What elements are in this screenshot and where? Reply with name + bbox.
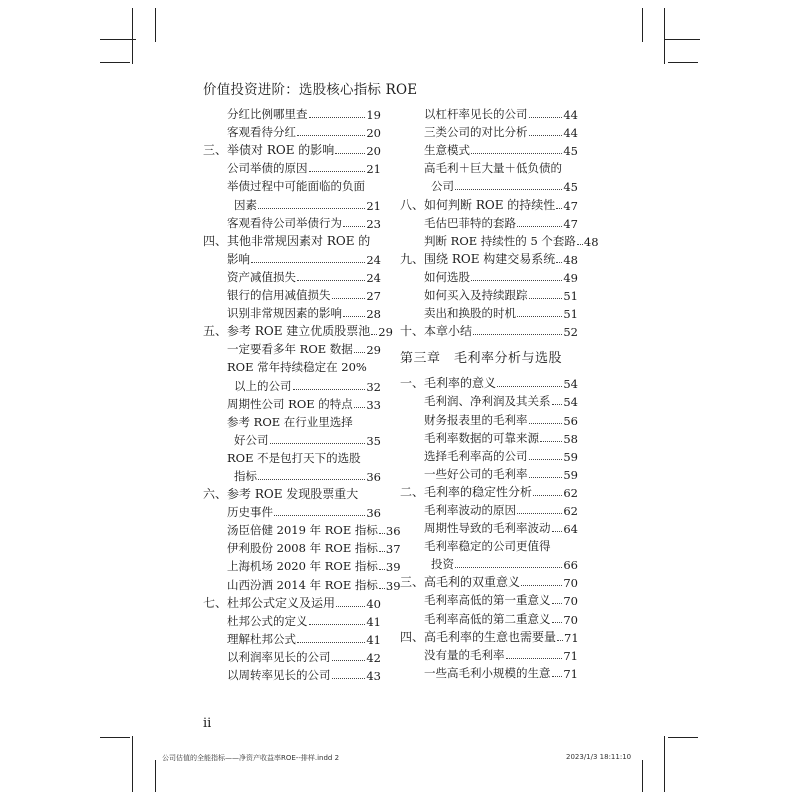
toc-entry-title: 二、毛利率的稳定性分析 (400, 484, 533, 499)
toc-entry-title: 因素 (234, 197, 257, 212)
toc-entry[interactable] (400, 608, 578, 626)
toc-entry-title: 影响 (227, 251, 250, 266)
toc-entry-title: 举债过程中可能面临的负面 (227, 179, 365, 194)
toc-entry-title: 毛利率数据的可靠来源 (424, 430, 539, 445)
toc-entry[interactable] (203, 339, 381, 357)
toc-entry[interactable] (203, 321, 393, 340)
toc-entry-title: 山西汾酒 2014 年 ROE 指标 (227, 577, 378, 592)
toc-page-number: 24 (366, 252, 381, 267)
toc-entry[interactable] (203, 466, 381, 484)
toc-entry-title: 毛利率波动的原因 (424, 502, 516, 517)
toc-entry-title: 毛利率稳定的公司更值得 (424, 539, 551, 554)
toc-page-number: 59 (563, 449, 578, 464)
toc-entry-title: 分红比例哪里查 (227, 107, 308, 122)
toc-entry[interactable] (203, 176, 381, 194)
page-folio: ii (203, 716, 212, 731)
toc-entry-title: 以周转率见长的公司 (227, 668, 331, 682)
toc-page-number: 36 (366, 506, 381, 521)
toc-page-number: 71 (564, 630, 579, 645)
toc-entry-title: 好公司 (234, 432, 269, 447)
toc-entry[interactable] (400, 391, 578, 409)
toc-leader-dots (529, 135, 563, 136)
toc-page-number: 59 (563, 467, 578, 482)
toc-entry-title: 上海机场 2020 年 ROE 指标 (227, 559, 378, 574)
toc-entry[interactable] (203, 231, 381, 249)
toc-entry-title: 指标 (234, 468, 257, 483)
toc-page-number: 37 (385, 542, 401, 557)
toc-column-right (400, 104, 599, 681)
toc-page-number: 23 (366, 216, 381, 231)
toc-entry-title: 九、围绕 ROE 构建交易系统 (400, 251, 556, 266)
crop-mark-top-right-h2 (668, 62, 698, 63)
toc-entry[interactable] (400, 428, 578, 446)
toc-entry-title: 伊利股份 2008 年 ROE 指标 (227, 541, 378, 556)
toc-entry[interactable] (400, 122, 578, 140)
toc-page-number: 20 (366, 144, 381, 159)
toc-entry[interactable] (203, 611, 381, 629)
toc-entry[interactable] (400, 409, 578, 427)
toc-page-number: 52 (563, 325, 578, 340)
crop-mark-bottom-right-v2 (642, 760, 643, 792)
toc-entry-title: 公司举债的原因 (227, 161, 308, 176)
toc-page-number: 39 (385, 578, 401, 593)
toc-leader-dots (552, 603, 563, 604)
toc-leader-dots (497, 386, 562, 387)
toc-entry-title: 生意模式 (424, 143, 470, 158)
toc-page-number: 42 (366, 650, 381, 665)
toc-page-number: 62 (563, 485, 578, 500)
toc-entry-title: 历史事件 (227, 505, 273, 520)
toc-page-number: 47 (563, 216, 578, 231)
toc-leader-dots (335, 153, 365, 154)
toc-page-number: 48 (583, 234, 599, 249)
crop-mark-top-left-h (100, 39, 136, 40)
toc-entry[interactable] (203, 629, 381, 647)
toc-entry[interactable] (400, 518, 578, 536)
toc-page-number: 51 (563, 307, 578, 322)
toc-leader-dots (371, 334, 377, 335)
toc-entry-title: 毛利率高低的第二重意义 (424, 611, 551, 626)
toc-leader-dots (258, 208, 365, 209)
toc-page-number: 41 (366, 632, 381, 647)
toc-entry-title: 七、杜邦公式定义及运用 (203, 595, 336, 610)
toc-page-number: 29 (366, 343, 381, 358)
toc-leader-dots (251, 262, 365, 263)
toc-entry-title: 以杠杆率见长的公司 (424, 107, 528, 122)
toc-entry[interactable] (400, 104, 578, 122)
toc-entry[interactable] (400, 249, 578, 267)
toc-entry[interactable] (400, 536, 578, 554)
toc-page-number: 20 (366, 126, 381, 141)
toc-page-number: 43 (366, 669, 381, 683)
toc-entry[interactable] (203, 249, 381, 267)
toc-entry-title: 没有量的毛利率 (424, 647, 505, 662)
toc-leader-dots (471, 280, 562, 281)
toc-entry-title: 五、参考 ROE 建立优质股票池 (203, 324, 371, 339)
toc-leader-dots (506, 658, 563, 659)
toc-entry-title: 理解杜邦公式 (227, 631, 296, 646)
toc-entry[interactable] (400, 158, 578, 176)
toc-entry[interactable] (400, 482, 578, 500)
toc-page-number: 70 (563, 594, 578, 609)
toc-leader-dots (297, 280, 365, 281)
toc-leader-dots (293, 389, 366, 390)
toc-entry-title: 毛利润、净利润及其关系 (424, 394, 551, 409)
toc-leader-dots (309, 624, 366, 625)
toc-page-number: 45 (563, 144, 578, 159)
toc-entry-title: 公司 (431, 179, 454, 194)
toc-entry-title: 高毛利＋巨大量＋低负债的 (424, 161, 562, 176)
toc-entry[interactable] (400, 500, 578, 518)
toc-entry-title: 周期性公司 ROE 的特点 (227, 396, 353, 411)
toc-entry-title: 如何选股 (424, 269, 470, 284)
toc-leader-dots (332, 298, 366, 299)
crop-mark-top-right-h (664, 39, 700, 40)
toc-entry[interactable] (400, 285, 578, 303)
toc-entry[interactable] (203, 448, 381, 466)
toc-entry[interactable] (400, 554, 578, 572)
toc-entry-title: 三、高毛利的双重意义 (400, 575, 521, 590)
toc-entry[interactable] (203, 194, 381, 212)
toc-entry[interactable] (400, 231, 599, 249)
crop-mark-bottom-left-h (100, 737, 130, 738)
toc-chapter-entry[interactable] (400, 343, 578, 369)
toc-page-number: 70 (563, 612, 578, 627)
toc-entry-title: 四、其他非常规因素对 ROE 的 (203, 233, 371, 248)
toc-page-number: 51 (563, 289, 578, 304)
toc-page-number: 47 (563, 198, 578, 213)
toc-entry[interactable] (400, 321, 578, 339)
toc-leader-dots (379, 533, 385, 534)
toc-entry-title: 毛估巴菲特的套路 (424, 215, 516, 230)
toc-leader-dots (556, 262, 562, 263)
toc-entry[interactable] (203, 556, 401, 575)
toc-entry-title: 以利润率见长的公司 (227, 649, 331, 664)
toc-leader-dots (354, 407, 366, 408)
crop-mark-bottom-left-v (132, 736, 133, 792)
toc-entry-title: 银行的信用减值损失 (227, 288, 331, 303)
crop-mark-top-right-v (664, 8, 665, 64)
crop-mark-bottom-right-h (668, 737, 698, 738)
toc-entry[interactable] (203, 104, 381, 122)
toc-leader-dots (517, 513, 562, 514)
toc-entry-title: 资产减值损失 (227, 269, 296, 284)
toc-leader-dots (533, 495, 562, 496)
toc-entry[interactable] (203, 430, 381, 448)
toc-entry[interactable] (203, 158, 381, 176)
toc-page-number: 41 (366, 614, 381, 629)
toc-leader-dots (379, 551, 385, 552)
toc-entry[interactable] (203, 593, 381, 611)
toc-leader-dots (521, 585, 562, 586)
toc-leader-dots (297, 642, 365, 643)
toc-entry-title: 选择毛利率高的公司 (424, 448, 528, 463)
toc-entry[interactable] (400, 373, 578, 391)
toc-leader-dots (379, 588, 385, 589)
toc-entry[interactable] (203, 140, 381, 158)
toc-leader-dots (270, 443, 366, 444)
toc-entry-title: 四、高毛利率的生意也需要量 (400, 629, 557, 644)
toc-entry-title: 识别非常规因素的影响 (227, 306, 342, 321)
toc-leader-dots (577, 244, 583, 245)
crop-mark-bottom-right-v (664, 736, 665, 792)
toc-entry[interactable] (400, 446, 578, 464)
toc-entry-title: 毛利率高低的第一重意义 (424, 593, 551, 608)
toc-page-number: 62 (563, 503, 578, 518)
toc-entry-title: ROE 不是包打天下的选股 (227, 450, 361, 465)
toc-entry[interactable] (203, 520, 401, 539)
toc-entry[interactable] (203, 574, 401, 593)
toc-entry-title: 参考 ROE 在行业里选择 (227, 414, 353, 429)
toc-entry[interactable] (400, 267, 578, 285)
toc-entry-title: 十、本章小结 (400, 324, 473, 339)
toc-entry[interactable] (203, 394, 381, 412)
toc-entry[interactable] (203, 285, 381, 303)
toc-entry[interactable] (203, 412, 381, 430)
toc-entry[interactable] (203, 665, 381, 683)
toc-page-number: 54 (563, 377, 578, 392)
toc-entry-title: ROE 常年持续稳定在 20% (227, 360, 367, 375)
toc-leader-dots (552, 622, 563, 623)
toc-page-number: 21 (366, 162, 381, 177)
toc-page-number: 49 (563, 270, 578, 285)
toc-entry[interactable] (203, 213, 381, 231)
toc-entry-title: 客观看待分红 (227, 125, 296, 140)
toc-leader-dots (471, 153, 562, 154)
toc-entry-title: 一、毛利率的意义 (400, 376, 497, 391)
toc-entry[interactable] (400, 213, 578, 231)
toc-leader-dots (332, 660, 366, 661)
toc-leader-dots (556, 208, 562, 209)
toc-page-number: 29 (378, 325, 393, 340)
toc-entry[interactable] (400, 194, 578, 212)
toc-entry-title: 一些高毛利小规模的生意 (424, 665, 551, 680)
toc-page-number: 71 (563, 648, 578, 663)
toc-page-number: 66 (563, 558, 578, 573)
toc-leader-dots (473, 334, 562, 335)
toc-entry[interactable] (400, 176, 578, 194)
toc-page-number: 71 (563, 666, 578, 681)
toc-page-number: 44 (563, 108, 578, 123)
toc-entry-title: 客观看待公司举债行为 (227, 215, 342, 230)
toc-entry-title: 如何买入及持续跟踪 (424, 288, 528, 303)
toc-leader-dots (529, 477, 563, 478)
toc-entry[interactable] (203, 538, 401, 557)
toc-leader-dots (552, 404, 563, 405)
toc-page-number: 35 (366, 433, 381, 448)
toc-page-number: 36 (366, 469, 381, 484)
toc-page-number: 48 (563, 252, 578, 267)
toc-entry-title: 三、举债对 ROE 的影响 (203, 143, 335, 158)
toc-entry-title: 一些好公司的毛利率 (424, 466, 528, 481)
toc-entry[interactable] (400, 464, 578, 482)
toc-leader-dots (552, 676, 563, 677)
toc-leader-dots (343, 316, 365, 317)
toc-entry-title: 汤臣倍健 2019 年 ROE 指标 (227, 523, 378, 538)
toc-leader-dots (336, 606, 365, 607)
toc-page-number: 19 (366, 108, 381, 123)
toc-leader-dots (455, 567, 562, 568)
toc-page-number: 44 (563, 126, 578, 141)
toc-entry-title: 周期性导致的毛利率波动 (424, 521, 551, 536)
toc-entry-title: 卖出和换股的时机 (424, 306, 516, 321)
toc-page-number: 54 (563, 395, 578, 410)
toc-entry[interactable] (203, 375, 381, 393)
toc-page-number: 45 (563, 180, 578, 195)
toc-leader-dots (455, 189, 562, 190)
toc-entry[interactable] (203, 647, 381, 665)
toc-page-number: 27 (366, 289, 381, 304)
toc-entry[interactable] (203, 484, 381, 502)
toc-leader-dots (343, 226, 365, 227)
toc-entry[interactable] (400, 572, 578, 590)
toc-page-number: 39 (385, 560, 401, 575)
toc-entry[interactable] (400, 663, 578, 681)
toc-leader-dots (557, 640, 563, 641)
toc-leader-dots (297, 135, 365, 136)
toc-page-number: 70 (563, 576, 578, 591)
toc-page-number: 64 (563, 522, 578, 537)
toc-entry-title: 三类公司的对比分析 (424, 125, 528, 140)
toc-leader-dots (379, 569, 385, 570)
toc-leader-dots (540, 441, 562, 442)
toc-page-number: 36 (385, 524, 401, 539)
toc-entry-title: 八、如何判断 ROE 的持续性 (400, 197, 556, 212)
toc-page-number: 24 (366, 270, 381, 285)
toc-page-number: 33 (366, 397, 381, 412)
toc-entry[interactable] (203, 267, 381, 285)
toc-entry-title: 杜邦公式的定义 (227, 613, 308, 628)
toc-leader-dots (529, 459, 563, 460)
toc-entry[interactable] (400, 627, 578, 645)
toc-leader-dots (354, 352, 366, 353)
toc-entry[interactable] (203, 357, 381, 375)
toc-column-left (203, 104, 401, 683)
toc-leader-dots (552, 531, 563, 532)
toc-entry-title: 投资 (431, 557, 454, 572)
toc-entry[interactable] (203, 502, 381, 520)
toc-page-number: 28 (366, 307, 381, 322)
toc-entry[interactable] (203, 122, 381, 140)
toc-entry-title: 以上的公司 (234, 378, 292, 393)
toc-entry[interactable] (203, 303, 381, 321)
crop-mark-top-left-h2 (100, 62, 130, 63)
toc-entry[interactable] (400, 303, 578, 321)
toc-page-number: 21 (366, 198, 381, 213)
toc-page-number: 40 (366, 596, 381, 611)
toc-entry-title: 判断 ROE 持续性的 5 个套路 (424, 233, 576, 248)
toc-entry[interactable] (400, 590, 578, 608)
print-slug-filename: 公司估值的全能指标——净资产收益率ROE--排样.indd 2 (162, 754, 340, 762)
print-slug-timestamp: 2023/1/3 18:11:10 (566, 753, 632, 761)
toc-leader-dots (309, 171, 366, 172)
toc-leader-dots (258, 479, 365, 480)
toc-leader-dots (529, 298, 563, 299)
toc-entry-title: 财务报表里的毛利率 (424, 412, 528, 427)
toc-page-number: 56 (563, 413, 578, 428)
toc-entry-title: 一定要看多年 ROE 数据 (227, 342, 353, 357)
toc-leader-dots (529, 117, 563, 118)
toc-entry[interactable] (400, 140, 578, 158)
toc-leader-dots (274, 515, 365, 516)
toc-leader-dots (529, 423, 563, 424)
toc-entry[interactable] (400, 645, 578, 663)
toc-page-number: 32 (366, 379, 381, 394)
toc-entry-title: 第三章 毛利率分析与选股 (400, 350, 563, 366)
crop-mark-bottom-left-v2 (155, 760, 156, 792)
crop-mark-top-left-v (132, 8, 133, 64)
toc-leader-dots (309, 117, 366, 118)
toc-page-number: 58 (563, 431, 578, 446)
crop-mark-top-right-v2 (642, 8, 643, 42)
crop-mark-top-left-v2 (155, 8, 156, 42)
toc-leader-dots (332, 678, 366, 679)
toc-entry-title: 六、参考 ROE 发现股票重大 (203, 487, 359, 502)
toc-leader-dots (517, 316, 562, 317)
running-header: 价值投资进阶：选股核心指标 ROE (203, 82, 418, 98)
toc-leader-dots (517, 226, 562, 227)
